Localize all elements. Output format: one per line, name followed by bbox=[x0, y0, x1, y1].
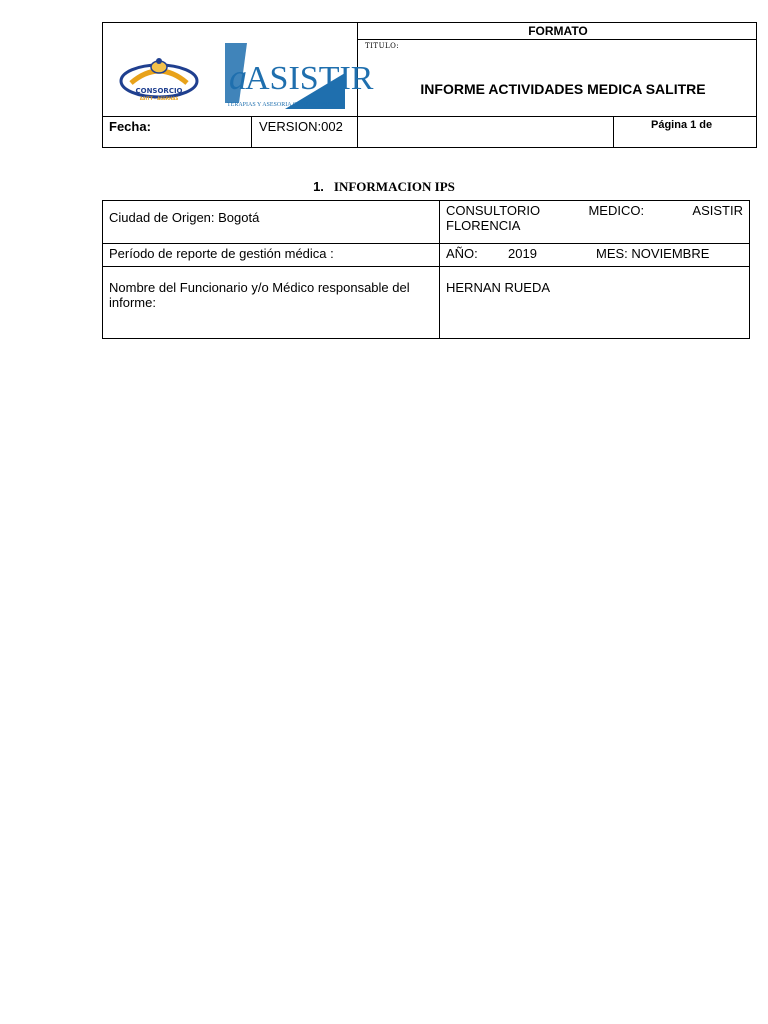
section-title: INFORMACION IPS bbox=[333, 179, 455, 194]
fecha-label: Fecha: bbox=[109, 119, 151, 134]
formato-label: FORMATO bbox=[528, 24, 588, 38]
fecha-periodo-cell bbox=[440, 244, 750, 267]
header-divider-fecha bbox=[251, 116, 252, 147]
nombre-cell bbox=[440, 267, 750, 339]
year-row bbox=[446, 246, 743, 261]
section-heading bbox=[0, 179, 768, 195]
consultorio-word: CONSULTORIO bbox=[446, 203, 541, 218]
funcionario-cell bbox=[103, 267, 440, 339]
svg-text:a: a bbox=[229, 57, 247, 97]
document-title: INFORME ACTIVIDADES MEDICA SALITRE bbox=[420, 81, 706, 97]
pagina-label: Página 1 de bbox=[651, 119, 713, 131]
ciudad-cell bbox=[103, 201, 440, 244]
consultorio-word: MEDICO: bbox=[588, 203, 645, 218]
asistir-logo bbox=[225, 43, 374, 109]
titulo-label: TITULO: bbox=[365, 42, 400, 50]
year-value: 2019 bbox=[508, 246, 537, 261]
header-divider-pagina bbox=[613, 116, 614, 147]
consultorio-line bbox=[446, 203, 743, 218]
asistir-logo-text: ASISTIR bbox=[245, 60, 374, 97]
nombre-value: HERNAN RUEDA bbox=[446, 280, 551, 295]
consorcio-logo bbox=[117, 53, 201, 103]
document-header bbox=[102, 22, 757, 148]
consultorio-cell bbox=[440, 201, 750, 244]
table-row bbox=[103, 201, 750, 244]
logo-cell bbox=[103, 23, 374, 117]
section-number: 1. bbox=[313, 179, 324, 194]
consorcio-logo-subtext: ASITT - ASERHAS bbox=[139, 96, 179, 101]
info-ips-table bbox=[102, 200, 750, 339]
consultorio-line2: FLORENCIA bbox=[446, 218, 521, 233]
ciudad-text: Ciudad de Origen: Bogotá bbox=[109, 210, 260, 225]
version-label: VERSION:002 bbox=[259, 119, 343, 134]
ano-label: AÑO: bbox=[446, 246, 478, 261]
consultorio-word: ASISTIR bbox=[692, 203, 743, 218]
table-row bbox=[103, 267, 750, 339]
funcionario-text: Nombre del Funcionario y/o Médico responsable del informe: bbox=[109, 280, 410, 310]
periodo-text: Período de reporte de gestión médica : bbox=[109, 246, 334, 261]
mes-value: MES: NOVIEMBRE bbox=[596, 246, 710, 261]
table-row bbox=[103, 244, 750, 267]
asistir-logo-subtext: TERAPIAS Y ASESORIA OCUPACIONAL bbox=[227, 102, 336, 108]
consorcio-logo-text: CONSORCIO bbox=[135, 87, 183, 95]
periodo-cell bbox=[103, 244, 440, 267]
